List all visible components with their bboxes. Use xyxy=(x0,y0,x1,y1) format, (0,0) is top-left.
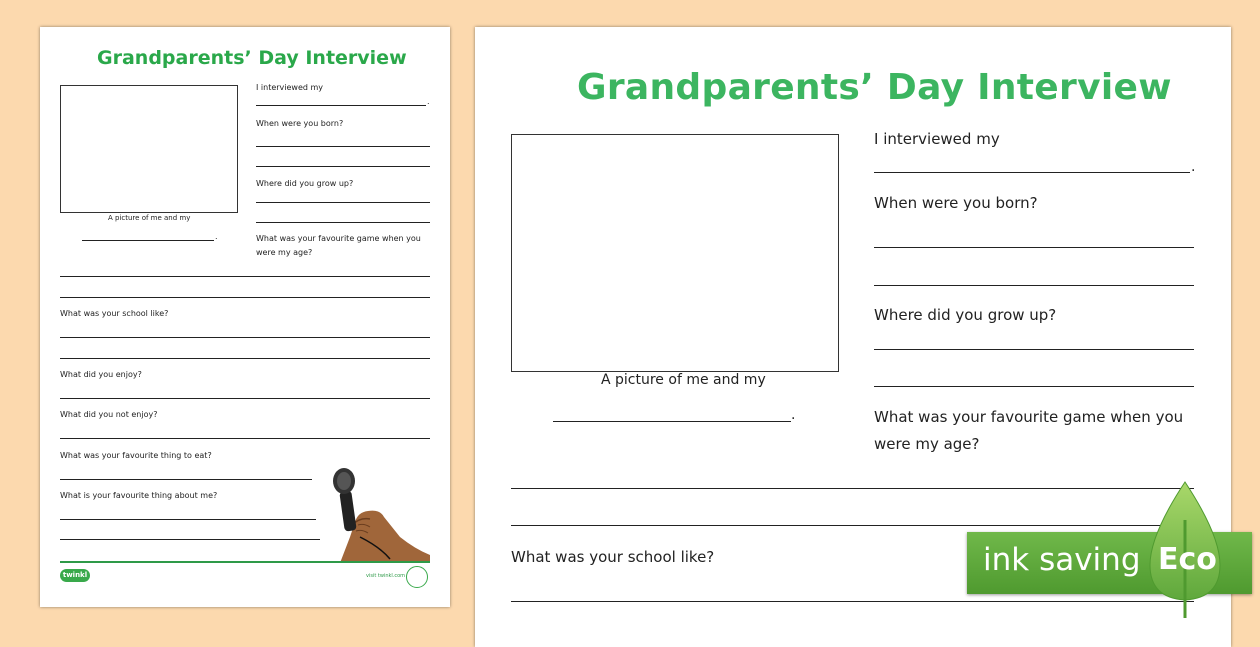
thumbnail-q-eat: What was your favourite thing to eat? xyxy=(60,451,212,460)
answer-line xyxy=(511,525,1194,526)
thumbnail-q-game-2: were my age? xyxy=(256,248,313,257)
thumbnail-answer-line xyxy=(60,519,316,520)
footer-badge-icon xyxy=(406,566,428,588)
thumbnail-caption-line xyxy=(82,240,214,241)
thumbnail-answer-line xyxy=(256,166,430,167)
ink-saving-label: ink saving xyxy=(983,542,1141,578)
q-game-line-1: What was your favourite game when you xyxy=(874,408,1184,426)
q-game-line-2: were my age? xyxy=(874,435,980,453)
worksheet-preview-thumbnail[interactable] xyxy=(40,27,450,607)
caption-line-dot: . xyxy=(791,407,796,423)
thumbnail-q-game-1: What was your favourite game when you xyxy=(256,234,421,243)
thumbnail-answer-line xyxy=(256,202,430,203)
thumbnail-answer-line xyxy=(60,479,312,480)
thumbnail-footer-rule xyxy=(60,561,430,563)
thumbnail-q-interviewed: I interviewed my xyxy=(256,83,324,92)
hand-holding-microphone-icon xyxy=(320,467,430,563)
thumbnail-q-enjoy: What did you enjoy? xyxy=(60,370,142,379)
answer-line xyxy=(874,386,1194,387)
eco-leaf-label: Eco xyxy=(1158,542,1217,577)
thumbnail-answer-line xyxy=(60,539,320,540)
thumbnail-answer-line xyxy=(60,438,430,439)
thumbnail-photo-box xyxy=(60,85,238,213)
thumbnail-q-about-me: What is your favourite thing about me? xyxy=(60,491,218,500)
thumbnail-q-not-enjoy: What did you not enjoy? xyxy=(60,410,158,419)
thumbnail-answer-line xyxy=(60,358,430,359)
thumbnail-title: Grandparents’ Day Interview xyxy=(97,47,407,69)
photo-caption: A picture of me and my xyxy=(601,372,766,388)
thumbnail-line-dot: . xyxy=(427,97,430,106)
photo-box xyxy=(511,134,839,372)
answer-line xyxy=(511,488,1194,489)
answer-line xyxy=(874,349,1194,350)
page-title: Grandparents’ Day Interview xyxy=(577,67,1172,108)
q-grow-up: Where did you grow up? xyxy=(874,306,1057,324)
answer-line-dot: . xyxy=(1191,159,1196,175)
answer-line xyxy=(874,247,1194,248)
caption-answer-line xyxy=(553,421,791,422)
q-interviewed: I interviewed my xyxy=(874,130,1000,148)
thumbnail-answer-line xyxy=(60,276,430,277)
twinkl-logo: twinkl xyxy=(60,569,90,582)
thumbnail-q-born: When were you born? xyxy=(256,119,344,128)
thumbnail-answer-line xyxy=(256,222,430,223)
thumbnail-answer-line xyxy=(60,337,430,338)
thumbnail-answer-line xyxy=(256,105,426,106)
thumbnail-q-school: What was your school like? xyxy=(60,309,169,318)
q-school: What was your school like? xyxy=(511,548,715,566)
thumbnail-answer-line xyxy=(256,146,430,147)
answer-line xyxy=(874,172,1190,173)
answer-line xyxy=(511,601,1194,602)
thumbnail-caption-dot: . xyxy=(215,232,218,241)
answer-line xyxy=(874,285,1194,286)
thumbnail-photo-caption: A picture of me and my xyxy=(108,214,191,222)
q-born: When were you born? xyxy=(874,194,1038,212)
thumbnail-answer-line xyxy=(60,297,430,298)
thumbnail-q-grow-up: Where did you grow up? xyxy=(256,179,354,188)
footer-visit-link[interactable]: visit twinkl.com xyxy=(366,573,406,579)
thumbnail-answer-line xyxy=(60,398,430,399)
